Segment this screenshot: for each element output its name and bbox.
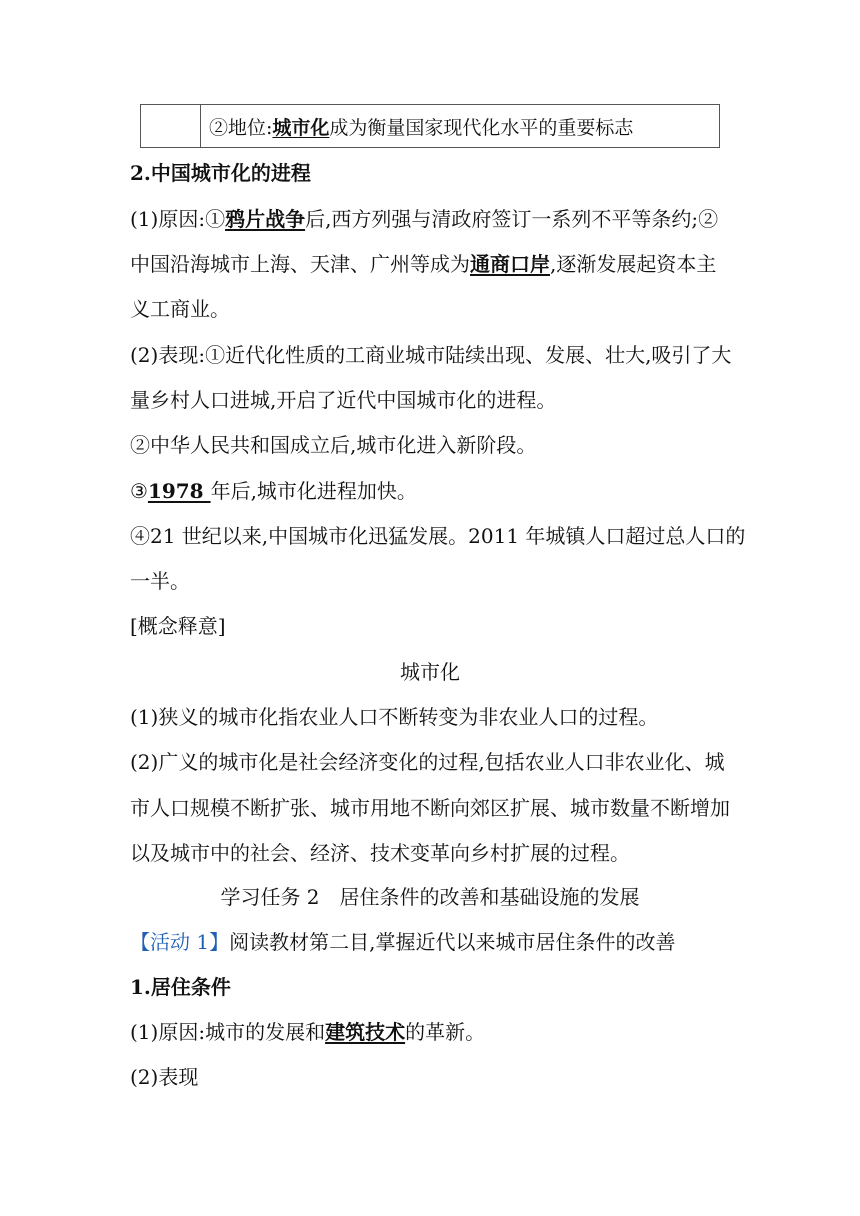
concept-p2-line-3: 以及城市中的社会、经济、技术变革向乡村扩展的过程。	[130, 841, 630, 865]
keyword-building-tech: 建筑技术	[325, 1020, 406, 1044]
concept-p1: (1)狭义的城市化指农业人口不断转变为非农业人口的过程。	[130, 705, 659, 729]
living-performance: (2)表现	[130, 1065, 199, 1089]
keyword-1978: 1978	[147, 479, 211, 503]
concept-tag: [概念释意]	[130, 614, 226, 638]
concept-p2-line-1: (2)广义的城市化是社会经济变化的过程,包括农业人口非农业化、城	[130, 750, 725, 774]
keyword-opium-war: 鸦片战争	[225, 207, 306, 231]
perf-item-3: ③1978 年后,城市化进程加快。	[130, 479, 417, 503]
concept-title: 城市化	[400, 660, 460, 684]
keyword-treaty-port: 通商口岸	[470, 252, 550, 276]
perf-item-4-line-2: 一半。	[130, 569, 190, 593]
reason-line-3: 义工商业。	[130, 297, 230, 321]
perf-item-4-line-1: ④21 世纪以来,中国城市化迅猛发展。2011 年城镇人口超过总人口的	[130, 524, 746, 548]
perf-line-2: 量乡村人口进城,开启了近代中国城市化的进程。	[130, 388, 557, 412]
activity-label: 【活动 1】	[130, 930, 230, 954]
table-rest: 成为衡量国家现代化水平的重要标志	[329, 116, 634, 139]
table-empty-cell	[141, 105, 201, 147]
table-text-cell	[201, 105, 719, 147]
perf-line-1: (2)表现:①近代化性质的工商业城市陆续出现、发展、壮大,吸引了大	[130, 343, 732, 367]
perf-item-2: ②中华人民共和国成立后,城市化进入新阶段。	[130, 433, 537, 457]
status-table-row	[140, 104, 720, 148]
concept-p2-line-2: 市人口规模不断扩张、城市用地不断向郊区扩展、城市数量不断增加	[130, 796, 730, 820]
living-reason: (1)原因:城市的发展和建筑技术的革新。	[130, 1020, 486, 1044]
activity-line: 【活动 1】阅读教材第二目,掌握近代以来城市居住条件的改善	[130, 930, 676, 954]
task2-title: 学习任务 2 居住条件的改善和基础设施的发展	[220, 885, 640, 909]
reason-line-2: 中国沿海城市上海、天津、广州等成为通商口岸,逐渐发展起资本主	[130, 252, 717, 276]
reason-line-1: (1)原因:①鸦片战争后,西方列强与清政府签订一系列不平等条约;②	[130, 207, 719, 231]
section2-heading: 2.中国城市化的进程	[130, 161, 311, 185]
table-keyword: 城市化	[272, 116, 330, 139]
living-heading: 1.居住条件	[130, 975, 231, 999]
table-prefix: ②地位:	[209, 116, 273, 139]
